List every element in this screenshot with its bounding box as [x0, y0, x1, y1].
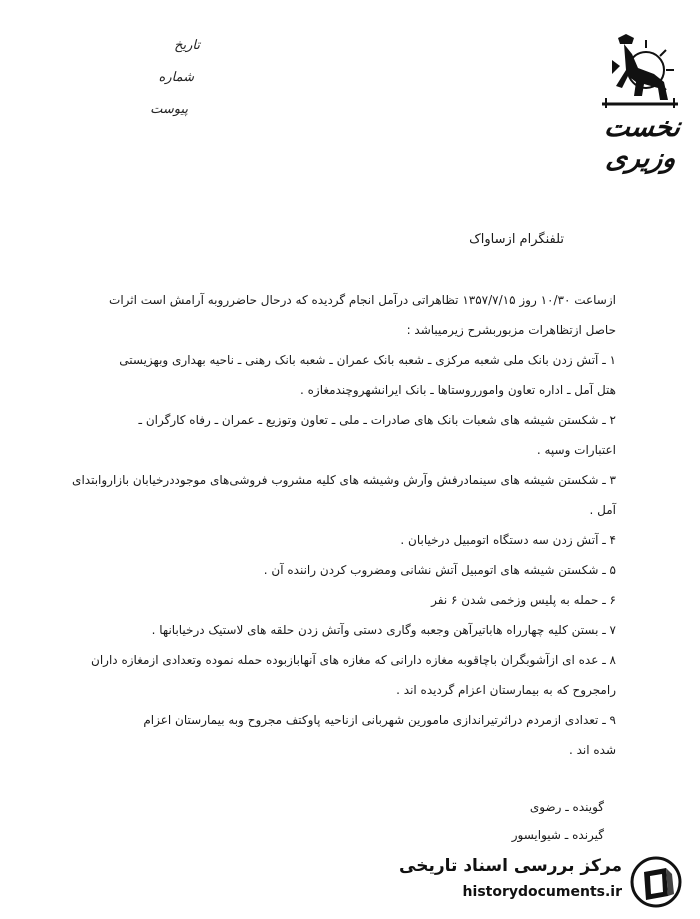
body-line: آمل .	[589, 503, 616, 517]
body-line: ۱ ـ آتش زدن بانک ملی شعبه مرکزی ـ شعبه بانک عمران ـ شعبه بانک رهنی ـ ناحیه بهداری وبهزیستی	[119, 353, 616, 367]
body-line: ۲ ـ شکستن شیشه های شعبات بانک های صادرات ـ ملی ـ تعاون وتوزیع ـ عمران ـ رفاه کارگران ـ	[138, 413, 616, 427]
attachment-field-label: پیوست	[150, 102, 188, 117]
lion-and-sun-emblem-icon	[598, 30, 682, 114]
watermark	[392, 850, 688, 914]
receiver-line: گیرنده ـ شیوایسور	[511, 828, 604, 842]
body-line: اعتبارات وسپه .	[536, 443, 616, 457]
body-line: ۹ ـ تعدادی ازمردم دراثرتیراندازی مامورین شهربانی ازناحیه پاوکتف مجروح وبه بیمارستان اعزام	[143, 713, 616, 727]
archive-logo-icon	[630, 856, 682, 908]
body-line: شده اند .	[568, 743, 616, 757]
document-body	[62, 290, 616, 760]
body-line: ۴ ـ آتش زدن سه دستگاه اتومبیل درخیابان .	[400, 533, 616, 547]
number-field-label: شماره	[158, 70, 194, 85]
body-line: ۸ ـ عده ای ازآشوبگران باچاقوبه مغازه دارانی که مغازه های آنهابازبوده حمله نموده وتعدادی ازمغازه داران	[91, 653, 616, 667]
signature-block	[512, 800, 604, 856]
letterhead-title: نخست وزیری	[602, 112, 683, 174]
body-line: ۷ ـ بستن کلیه چهارراه هاباتیرآهن وجعبه وگاری دستی وآتش زدن حلقه های لاستیک درخیابانها .	[151, 623, 616, 637]
body-line: رامجروح که به بیمارستان اعزام گردیده اند .	[396, 683, 616, 697]
body-line: ازساعت ۱۰/۳۰ روز ۱۳۵۷/۷/۱۵ تظاهراتی درآمل انجام گردیده که درحال حاضرروبه آرامش است اثرات	[109, 293, 616, 307]
watermark-url: historydocuments.ir	[462, 884, 622, 900]
watermark-title: مرکز بررسی اسناد تاریخی	[399, 856, 622, 876]
body-line: ۶ ـ حمله به پلیس وزخمی شدن ۶ نفر	[431, 593, 616, 607]
body-line: ۳ ـ شکستن شیشه های سینمادرفش وآرش وشیشه های کلیه مشروب فروشی‌های موجوددرخیابان بازاروابتدای	[72, 473, 616, 487]
body-line: ۵ ـ شکستن شیشه های اتومبیل آتش نشانی ومضروب کردن راننده آن .	[263, 563, 616, 577]
document-heading: تلفنگرام ازساواک	[469, 232, 564, 247]
body-line: هتل آمل ـ اداره تعاون وامورروستاها ـ بانک ایرانشهروچندمغازه .	[300, 383, 616, 397]
date-field-label: تاریخ	[174, 38, 200, 53]
sender-line: گوینده ـ رضوی	[529, 800, 604, 814]
letterhead-fields	[120, 38, 200, 134]
body-line: حاصل ازتظاهرات مزبوربشرح زیرمیباشد :	[406, 323, 616, 337]
